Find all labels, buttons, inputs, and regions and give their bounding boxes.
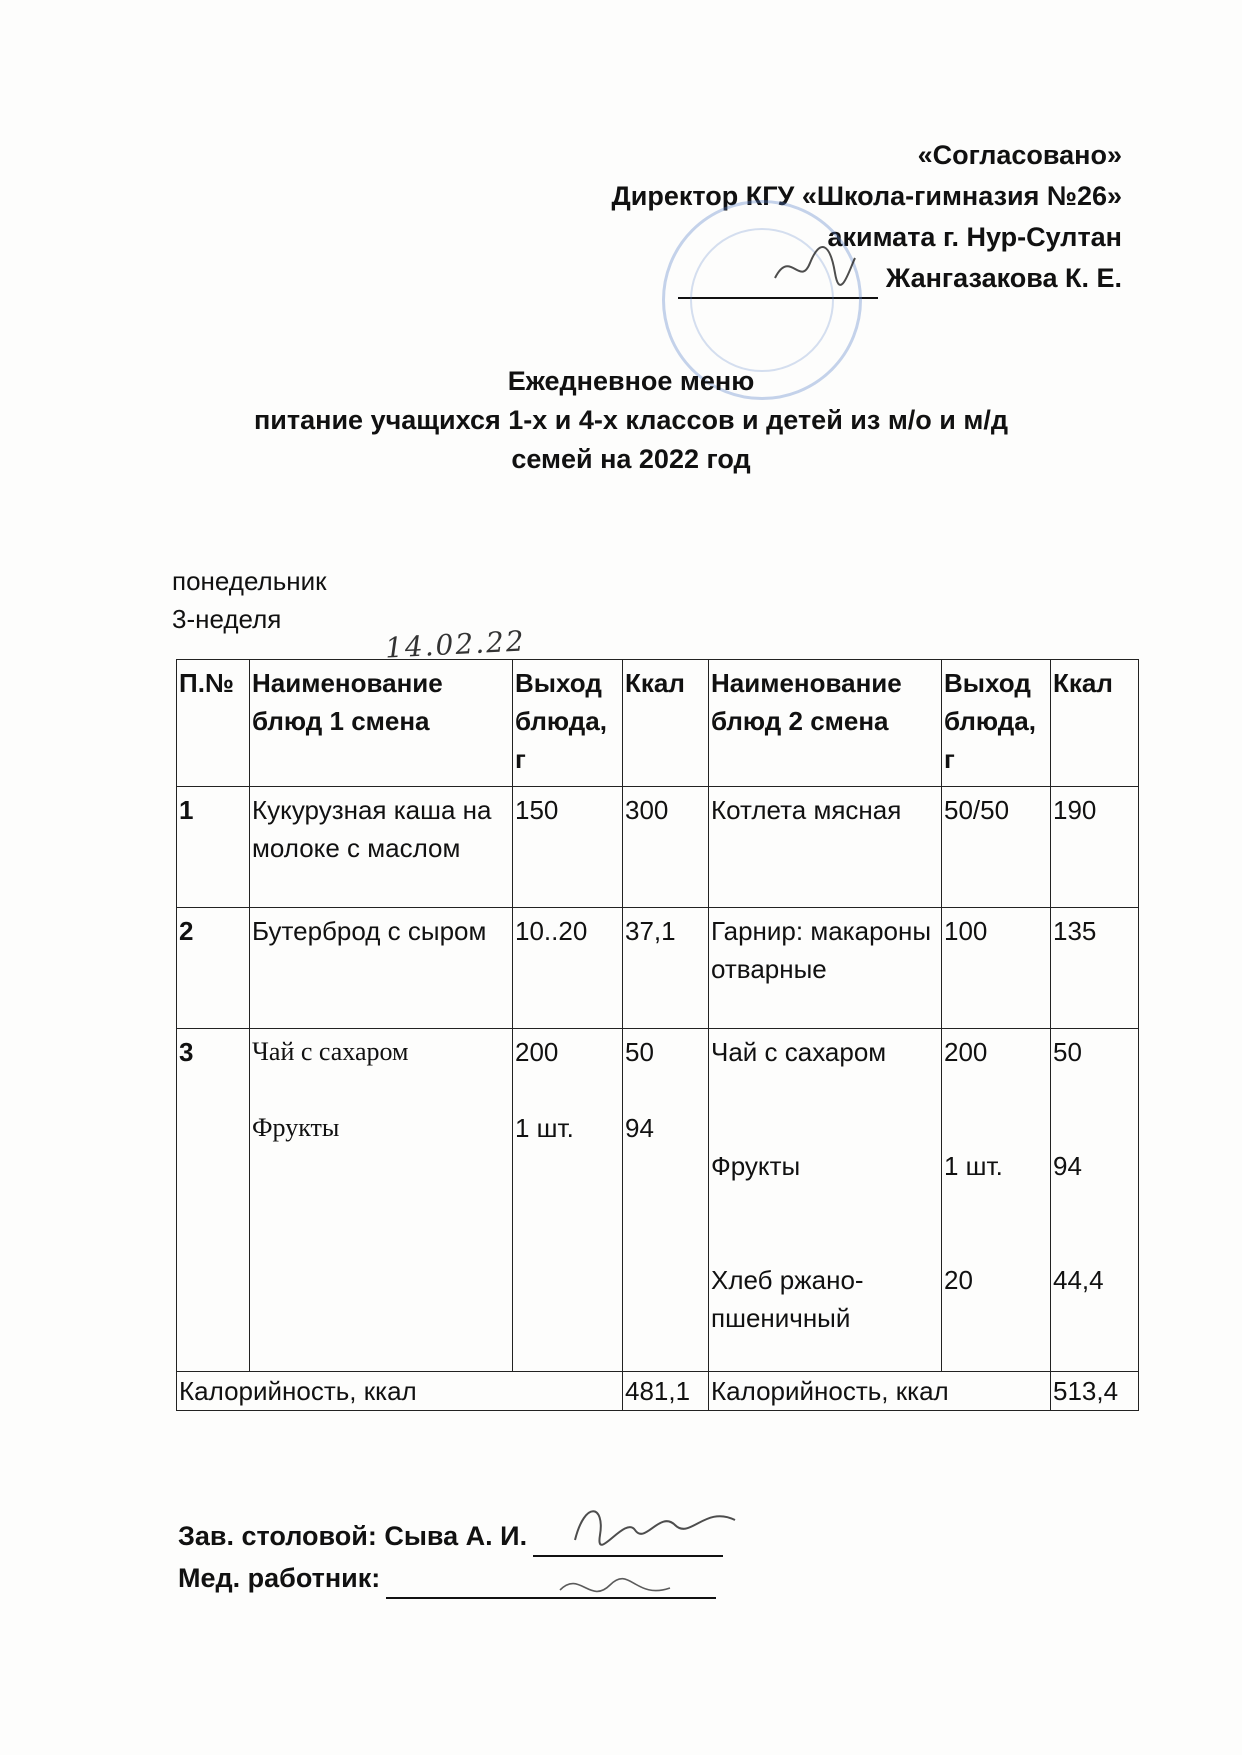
approval-name: Жангазакова К. Е. xyxy=(885,263,1122,293)
dish-shift-1: Чай с сахаром Фрукты xyxy=(250,1029,513,1372)
table-row xyxy=(177,908,1139,1029)
row-number: 2 xyxy=(177,908,250,1029)
table-row xyxy=(177,787,1139,908)
document-title xyxy=(0,362,1242,479)
menu-table xyxy=(176,659,1139,1411)
total-label-shift-2: Калорийность, ккал xyxy=(709,1372,1051,1411)
title-line-2: питание учащихся 1-х и 4-х классов и детей из м/о и м/д xyxy=(254,405,1008,435)
canteen-signature xyxy=(565,1495,745,1555)
weekday: понедельник xyxy=(172,566,327,596)
header-output-shift-2: Выход блюда, г xyxy=(942,660,1051,787)
kcal-shift-1: 37,1 xyxy=(623,908,709,1029)
dish-shift-1: Бутерброд с сыром xyxy=(250,908,513,1029)
kcal-shift-2: 135 xyxy=(1051,908,1139,1029)
approval-akimat: акимата г. Нур-Султан xyxy=(827,222,1122,252)
header-kcal-shift-1: Ккал xyxy=(623,660,709,787)
output-shift-2: 100 xyxy=(942,908,1051,1029)
title-line-1: Ежедневное меню xyxy=(507,366,755,396)
table-row xyxy=(177,1029,1139,1372)
week-number: 3-неделя xyxy=(172,604,282,634)
output-shift-1: 200 1 шт. xyxy=(513,1029,623,1372)
totals-row xyxy=(177,1372,1139,1411)
dish-shift-2: Гарнир: макароны отварные xyxy=(709,908,942,1029)
title-line-3: семей на 2022 год xyxy=(511,444,751,474)
total-label-shift-1: Калорийность, ккал xyxy=(177,1372,623,1411)
kcal-shift-2: 190 xyxy=(1051,787,1139,908)
output-shift-1: 150 xyxy=(513,787,623,908)
header-dish-shift-1: Наименование блюд 1 смена xyxy=(250,660,513,787)
day-info xyxy=(172,562,327,638)
director-signature xyxy=(770,238,860,298)
header-output-shift-1: Выход блюда, г xyxy=(513,660,623,787)
table-header-row xyxy=(177,660,1139,787)
row-number: 1 xyxy=(177,787,250,908)
medic: Мед. работник: xyxy=(178,1563,381,1593)
total-value-shift-2: 513,4 xyxy=(1051,1372,1139,1411)
output-shift-2: 50/50 xyxy=(942,787,1051,908)
row-number: 3 xyxy=(177,1029,250,1372)
handwritten-date: 14.02.22 xyxy=(384,624,527,665)
header-number: П.№ xyxy=(177,660,250,787)
approval-director: Директор КГУ «Школа-гимназия №26» xyxy=(611,181,1122,211)
output-shift-2: 200 1 шт. 20 xyxy=(942,1029,1051,1372)
approval-heading: «Согласовано» xyxy=(917,140,1122,170)
total-value-shift-1: 481,1 xyxy=(623,1372,709,1411)
medic-signature xyxy=(555,1570,675,1610)
header-kcal-shift-2: Ккал xyxy=(1051,660,1139,787)
dish-shift-1: Кукурузная каша на молоке с маслом xyxy=(250,787,513,908)
dish-shift-2: Котлета мясная xyxy=(709,787,942,908)
output-shift-1: 10..20 xyxy=(513,908,623,1029)
canteen-head: Зав. столовой: Сыва А. И. xyxy=(178,1521,528,1551)
kcal-shift-1: 50 94 xyxy=(623,1029,709,1372)
kcal-shift-2: 50 94 44,4 xyxy=(1051,1029,1139,1372)
header-dish-shift-2: Наименование блюд 2 смена xyxy=(709,660,942,787)
kcal-shift-1: 300 xyxy=(623,787,709,908)
dish-shift-2: Чай с сахаром Фрукты Хлеб ржано-пшеничный xyxy=(709,1029,942,1372)
